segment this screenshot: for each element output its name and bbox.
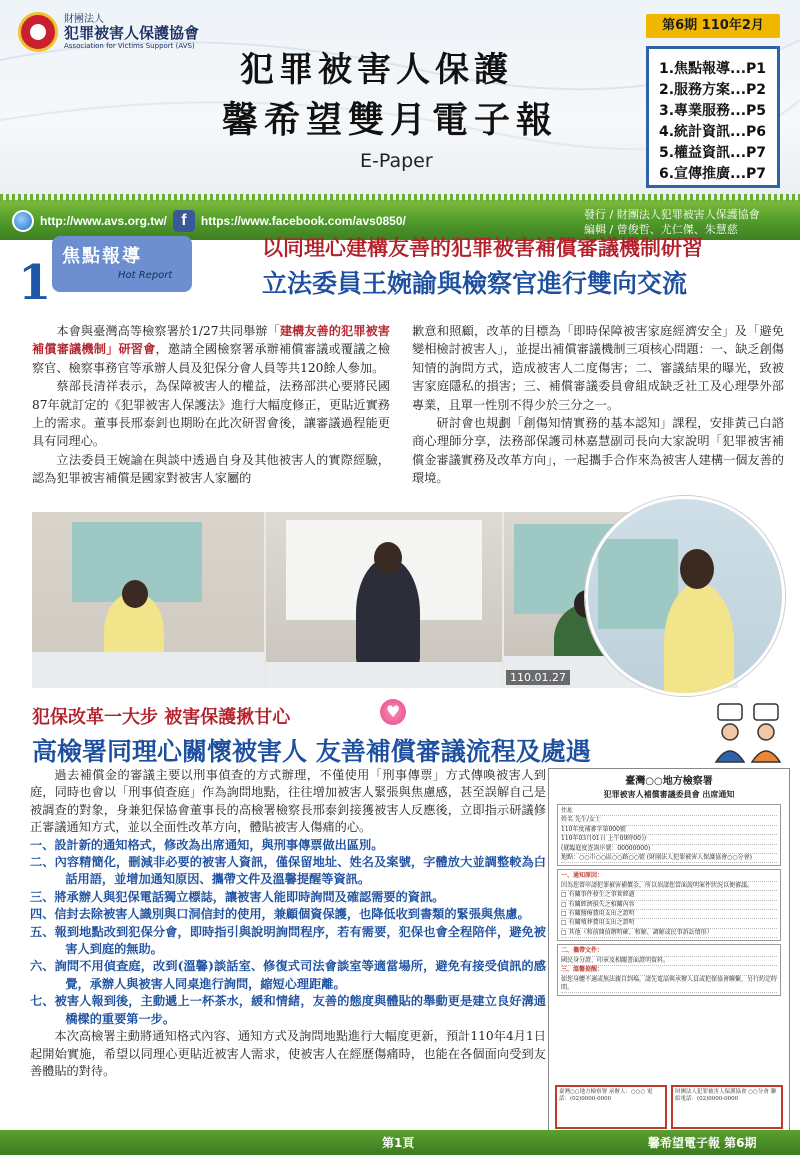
form-contact-stamps [555, 1085, 783, 1129]
page-number: 第1頁 [382, 1136, 415, 1150]
section2-article [30, 767, 546, 1080]
list-item: 五、報到地點改到犯保分會，即時指引與說明詢問程序，若有需要，犯保也會全程陪伴，避免被害人到庭的無助。 [30, 924, 546, 957]
epaper-label: E-Paper [360, 150, 433, 172]
org-line1: 財團法人 [64, 13, 104, 25]
paragraph: 過去補償金的審議主要以刑事偵查的方式辦理，不僅使用「刑事傳票」方式傳喚被害人到庭，同時也會以「刑事偵查庭」作為詢問地點，往往增加被害人緊張與焦慮感，甚至誤解自己是被調查的對象，身兼犯保協會董事長的高檢署檢察長邢泰釗接獲被害人反應後，立即指示研議修正審議通知方式，並以全面性改革方向，體貼被害人傷痛的心。 [30, 768, 546, 835]
list-item: 四、信封去除被害人識別與口洞信封的使用，兼顧個資保護，也降低收到書類的緊張與焦慮。 [30, 907, 530, 922]
facebook-icon: f [173, 210, 195, 232]
section1-headline: 以同理心建構友善的犯罪被害補償審議機制研習 [262, 236, 703, 260]
org-english: Association for Victims Support (AVS) [64, 42, 195, 51]
editors-line: 編輯 / 曾俊哲、尤仁傑、朱慧慈 [584, 223, 738, 236]
form-details: 住址 姓名 先生/女士 110年度補審字第000號 110年03月01日 上午09時00分 (就臨進度查詢序號：00000000) 地點：○○市○○區○○路○○號 (財團法人犯罪被害人保護協會○○分會) [557, 804, 781, 866]
section1-subheadline: 立法委員王婉諭與檢察官進行雙向交流 [262, 269, 688, 298]
toc-item[interactable]: 3.專業服務...P5 [659, 103, 767, 119]
photo-date: 110.01.27 [506, 670, 570, 685]
section2-headline: 高檢署同理心關懷被害人 友善補償審議流程及處遇 [32, 737, 591, 766]
toc-item[interactable]: 1.焦點報導...P1 [659, 61, 767, 77]
focus-tag-english: Hot Report [118, 270, 173, 281]
photo-speaker-left [32, 512, 264, 688]
link-row [12, 210, 406, 232]
newsletter-title: 犯罪被害人保護 [240, 50, 513, 90]
prosecutor-stamp: 臺灣○○地方檢察署 承辦人：○○○ 電話：(02)0000-0000 [555, 1085, 667, 1129]
footer-title: 馨希望電子報 第6期 [648, 1136, 757, 1150]
paragraph: 立法委員王婉諭在與談中透過自身及其他被害人的實際經驗，認為犯罪被害補償是國家對被害人家屬的 [32, 452, 390, 486]
paragraph: 本會與臺灣高等檢察署於1/27共同舉辦「建構友善的犯罪被害補償審議機制」研習會，邀請全國檢察署承辦補償審議或覆議之檢察官、檢察事務官等承辦人員及犯保分會人員等共120餘人參加。 [32, 324, 391, 375]
form-title: 臺灣○○地方檢察署 [625, 776, 713, 787]
focus-tag-label: 焦點報導 [62, 246, 142, 267]
heart-icon: ♥ [380, 699, 406, 725]
paragraph: 蔡部長清祥表示，為保障被害人的權益，法務部洪心要將民國87年就訂定的《犯罪被害人保護法》進行大幅度修正，更貼近實務上的需求。董事長邢泰釗也期盼在此次研習會後，讓審議過程能更具有同理心。 [32, 379, 390, 449]
logo-emblem-icon [18, 12, 58, 52]
list-item: 一、設計新的通知格式，修改為出席通知，與刑事傳票做出區別。 [30, 837, 384, 852]
toc-item[interactable]: 5.權益資訊...P7 [659, 145, 767, 161]
list-item: 二、內容精簡化，刪減非必要的被害人資訊，僅保留地址、姓名及案號，字體放大並調整較為白話用語，並增加通知原因、攜帶文件及溫馨提醒等資訊。 [30, 855, 546, 887]
paragraph: 研討會也規劃「創傷知情實務的基本認知」課程，安排黃己白諮商心理師分享，法務部保護司林嘉慧副司長向大家說明「犯罪被害補償金審議實務及改革方向」，一起攜手合作來為被害人建構一個友善的環境。 [412, 416, 784, 486]
toc-item[interactable]: 4.統計資訊...P6 [659, 124, 767, 140]
publisher-line: 發行 / 財團法人犯罪被害人保護協會 [584, 208, 760, 221]
form-reason: 一、通知原因： 因為您曾申請犯罪被害補償金，所以須請您當面說明案件狀況以便審議。 □ 有關事件發生之事實經過 □ 有關經濟損失之相關內容 □ 有關醫療費用支出之證明 □ 有關殯葬費用支出之證明 □ 其他（和前開偵辦明確、和解、調解或民事訴訟情形） [557, 869, 781, 941]
toc-item[interactable]: 2.服務方案...P2 [659, 82, 767, 98]
focus-report-tag [52, 236, 192, 292]
list-item: 六、詢問不用偵查庭，改到(溫馨)談話室、修復式司法會談室等適當場所，避免有接受偵訊的感覺，承辦人與被害人同桌進行詢問，縮短心理距離。 [30, 959, 546, 991]
newsletter-subtitle: 馨希望雙月電子報 [222, 99, 559, 141]
meeting-icon [712, 700, 784, 766]
form-subtitle: 犯罪被害人補償審議委員會 出席通知 [603, 789, 735, 799]
org-logo[interactable] [18, 12, 199, 52]
article-column-right [412, 322, 784, 488]
article-column-left [32, 322, 390, 488]
section2-kicker: 犯保改革一大步 被害保護揪甘心 [32, 707, 291, 728]
avs-stamp: 財團法人犯罪被害人保護協會 ○○分會 聯絡電話：(02)0000-0000 [671, 1085, 783, 1129]
attendance-notice-form [548, 768, 790, 1136]
list-item: 七、被害人報到後，主動遞上一杯茶水，緩和情緒，友善的態度與體貼的舉動更是建立良好溝通橋樑的重要第一步。 [30, 994, 546, 1026]
website-link[interactable]: http://www.avs.org.tw/ [40, 214, 167, 228]
table-of-contents [646, 46, 780, 188]
paragraph: 歉意和照顧，改革的目標為「即時保障被害家庭經濟安全」及「避免變相檢討被害人」，並提出補償審議機制三項核心問題：一、缺乏創傷知情的詢問方式，造成被害人二度傷害；二、審議結果的曝光，致被害家庭隱私的損害；三、補償審議委員會組成缺乏社工及心理學外部專業，且單一性別不得少於三分之一。 [412, 324, 784, 412]
paragraph: 本次高檢署主動將通知格式內容、通知方式及詢問地點進行大幅度更新，預計110年4月1日起開始實施，希望以同理心更貼近被害人需求，使被害人在經歷傷痛時，也能在各個面向受到友善體貼的對待。 [30, 1029, 546, 1078]
form-notes: 二、攜帶文件： 國民身分證、印章及相關書面證明資料。 三、溫馨提醒： 如您身體不適或無法親自到場，請先電話與承辦人員或犯保協會聯繫，另行約定時間。 [557, 944, 781, 996]
org-name: 犯罪被害人保護協會 [64, 24, 200, 43]
section-number: 1 [18, 255, 52, 311]
globe-icon [12, 210, 34, 232]
photo-speaker-center [266, 512, 502, 688]
photo-legislator-circle [585, 496, 785, 696]
list-item: 三、將承辦人與犯保電話獨立標誌，讓被害人能即時詢問及確認需要的資訊。 [30, 889, 445, 904]
facebook-link[interactable]: https://www.facebook.com/avs0850/ [200, 214, 406, 228]
issue-badge: 第6期 110年2月 [646, 14, 780, 38]
toc-item[interactable]: 6.宣傳推廣...P7 [659, 166, 767, 182]
